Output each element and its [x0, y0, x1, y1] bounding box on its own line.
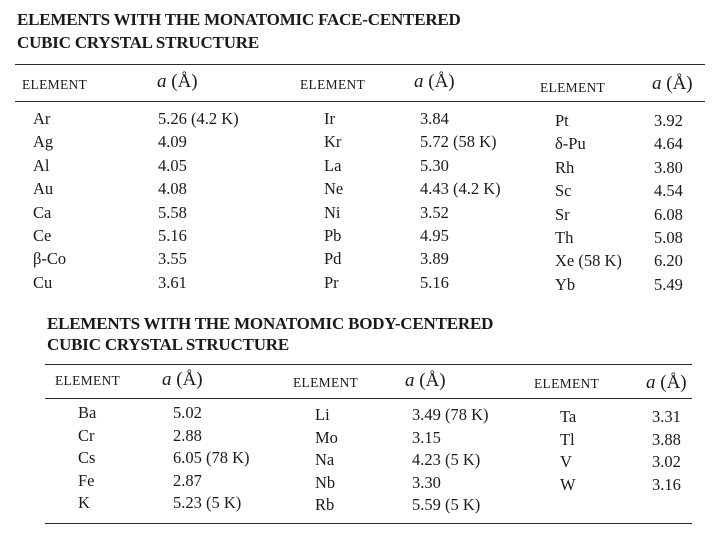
lattice-value-cell: 3.30 [412, 472, 441, 492]
a-symbol: a [405, 370, 415, 391]
lattice-value-cell: 5.23 (5 K) [173, 493, 242, 512]
fcc-top-rule [15, 64, 705, 65]
lattice-value-cell: 3.55 [158, 249, 187, 269]
bcc-header-a-1 [162, 369, 203, 391]
element-cell: Li [315, 405, 330, 424]
lattice-value-cell: 4.95 [420, 225, 449, 245]
fcc-col1-elements [33, 107, 66, 294]
lattice-value-cell: 4.43 (4.2 K) [420, 179, 501, 199]
element-cell: β-Co [33, 249, 67, 269]
bcc-header-rule [45, 398, 692, 399]
element-cell: Ce [33, 225, 52, 245]
a-unit: (Å) [655, 372, 687, 393]
fcc-col1-values [158, 107, 239, 294]
fcc-col2-values [420, 107, 501, 294]
element-cell: Pr [324, 272, 339, 292]
element-cell: Yb [555, 274, 576, 294]
a-unit: (Å) [414, 370, 446, 391]
fcc-col3-elements [555, 109, 622, 296]
element-cell: Ba [78, 403, 97, 422]
a-symbol: a [162, 369, 172, 390]
lattice-value-cell: 4.08 [158, 179, 187, 199]
element-cell: Pb [324, 225, 342, 245]
element-cell: Fe [78, 470, 95, 490]
fcc-header-a-3 [652, 73, 693, 95]
lattice-value-cell: 3.61 [158, 272, 187, 292]
fcc-title-line1: ELEMENTS WITH THE MONATOMIC FACE-CENTERED [17, 10, 461, 29]
bcc-header-a-3 [646, 372, 687, 394]
a-symbol: a [157, 71, 167, 92]
element-cell: Ca [33, 202, 52, 222]
element-cell: Th [555, 227, 574, 247]
lattice-value-cell: 3.92 [654, 111, 683, 130]
element-cell: Al [33, 155, 50, 175]
fcc-col2-elements [324, 107, 343, 294]
lattice-value-cell: 6.20 [654, 251, 683, 271]
lattice-value-cell: 4.09 [158, 132, 187, 152]
lattice-value-cell: 3.80 [654, 157, 683, 177]
lattice-value-cell: 3.84 [420, 109, 449, 128]
lattice-value-cell: 5.58 [158, 202, 187, 222]
lattice-value-cell: 4.23 (5 K) [412, 450, 481, 469]
lattice-value-cell: 5.16 [158, 225, 187, 245]
lattice-value-cell: 3.52 [420, 202, 449, 222]
element-cell: δ-Pu [555, 134, 586, 154]
bcc-col1-elements [78, 402, 96, 515]
element-cell: Ta [560, 407, 577, 426]
element-cell: Na [315, 450, 335, 469]
element-cell: Ni [324, 202, 341, 222]
lattice-value-cell: 3.02 [652, 452, 681, 471]
bcc-header-element-2: ELEMENT [293, 375, 359, 390]
element-cell: Xe (58 K) [555, 251, 622, 271]
lattice-value-cell: 5.16 [420, 272, 449, 292]
lattice-value-cell: 2.87 [173, 470, 202, 490]
bcc-col3-elements [560, 406, 576, 496]
element-cell: Cu [33, 272, 53, 292]
bcc-header-element-1: ELEMENT [55, 373, 121, 388]
element-cell: Cr [78, 425, 95, 445]
element-cell: Rb [315, 495, 335, 514]
fcc-header-element-1: ELEMENT [22, 77, 88, 92]
lattice-value-cell: 3.31 [652, 407, 681, 426]
element-cell: V [560, 452, 572, 471]
bcc-col2-values [412, 404, 489, 517]
lattice-value-cell: 3.49 (78 K) [412, 405, 489, 424]
bcc-header-a-2 [405, 370, 446, 392]
bcc-col2-elements [315, 404, 338, 517]
element-cell: Pd [324, 249, 342, 269]
lattice-value-cell: 3.89 [420, 249, 449, 269]
lattice-value-cell: 4.05 [158, 155, 187, 175]
lattice-value-cell: 3.88 [652, 429, 681, 449]
lattice-value-cell: 3.16 [652, 474, 681, 494]
element-cell: Mo [315, 427, 338, 447]
element-cell: W [560, 474, 576, 494]
a-unit: (Å) [166, 71, 198, 92]
bcc-col1-values [173, 402, 250, 515]
lattice-value-cell: 5.72 (58 K) [420, 132, 497, 152]
bcc-title-line2: CUBIC CRYSTAL STRUCTURE [47, 335, 289, 354]
bcc-bottom-rule [45, 523, 692, 524]
element-cell: Rh [555, 157, 575, 177]
element-cell: Nb [315, 472, 336, 492]
a-symbol: a [646, 372, 656, 393]
element-cell: Kr [324, 132, 342, 152]
fcc-header-a-2 [414, 71, 455, 93]
element-cell: La [324, 155, 342, 175]
element-cell: Sr [555, 204, 570, 224]
lattice-value-cell: 5.08 [654, 227, 683, 247]
lattice-value-cell: 5.49 [654, 274, 683, 294]
fcc-header-element-3: ELEMENT [540, 80, 606, 95]
element-cell: Pt [555, 111, 569, 130]
element-cell: Ne [324, 179, 344, 199]
a-symbol: a [414, 71, 424, 92]
lattice-value-cell: 5.26 (4.2 K) [158, 109, 239, 128]
fcc-header-rule [15, 101, 705, 102]
bcc-top-rule [45, 364, 692, 365]
element-cell: Ar [33, 109, 51, 128]
lattice-value-cell: 5.59 (5 K) [412, 495, 481, 514]
element-cell: Cs [78, 448, 96, 467]
lattice-value-cell: 5.02 [173, 403, 202, 422]
fcc-col3-values [654, 109, 683, 296]
a-unit: (Å) [171, 369, 203, 390]
element-cell: Ag [33, 132, 54, 152]
bcc-header-element-3: ELEMENT [534, 376, 600, 391]
lattice-value-cell: 6.05 (78 K) [173, 448, 250, 467]
element-cell: Sc [555, 181, 572, 201]
fcc-header-element-2: ELEMENT [300, 77, 366, 92]
a-unit: (Å) [423, 71, 455, 92]
fcc-header-a-1 [157, 71, 198, 93]
lattice-value-cell: 4.54 [654, 181, 683, 201]
lattice-value-cell: 5.30 [420, 155, 449, 175]
element-cell: Au [33, 179, 54, 199]
a-unit: (Å) [661, 73, 693, 94]
bcc-col3-values [652, 406, 681, 496]
element-cell: K [78, 493, 90, 512]
lattice-value-cell: 4.64 [654, 134, 683, 154]
fcc-title-line2: CUBIC CRYSTAL STRUCTURE [17, 33, 259, 52]
lattice-value-cell: 2.88 [173, 425, 202, 445]
a-symbol: a [652, 73, 662, 94]
lattice-value-cell: 3.15 [412, 427, 441, 447]
lattice-value-cell: 6.08 [654, 204, 683, 224]
element-cell: Tl [560, 429, 575, 449]
element-cell: Ir [324, 109, 335, 128]
bcc-title-line1: ELEMENTS WITH THE MONATOMIC BODY-CENTERED [47, 314, 494, 333]
